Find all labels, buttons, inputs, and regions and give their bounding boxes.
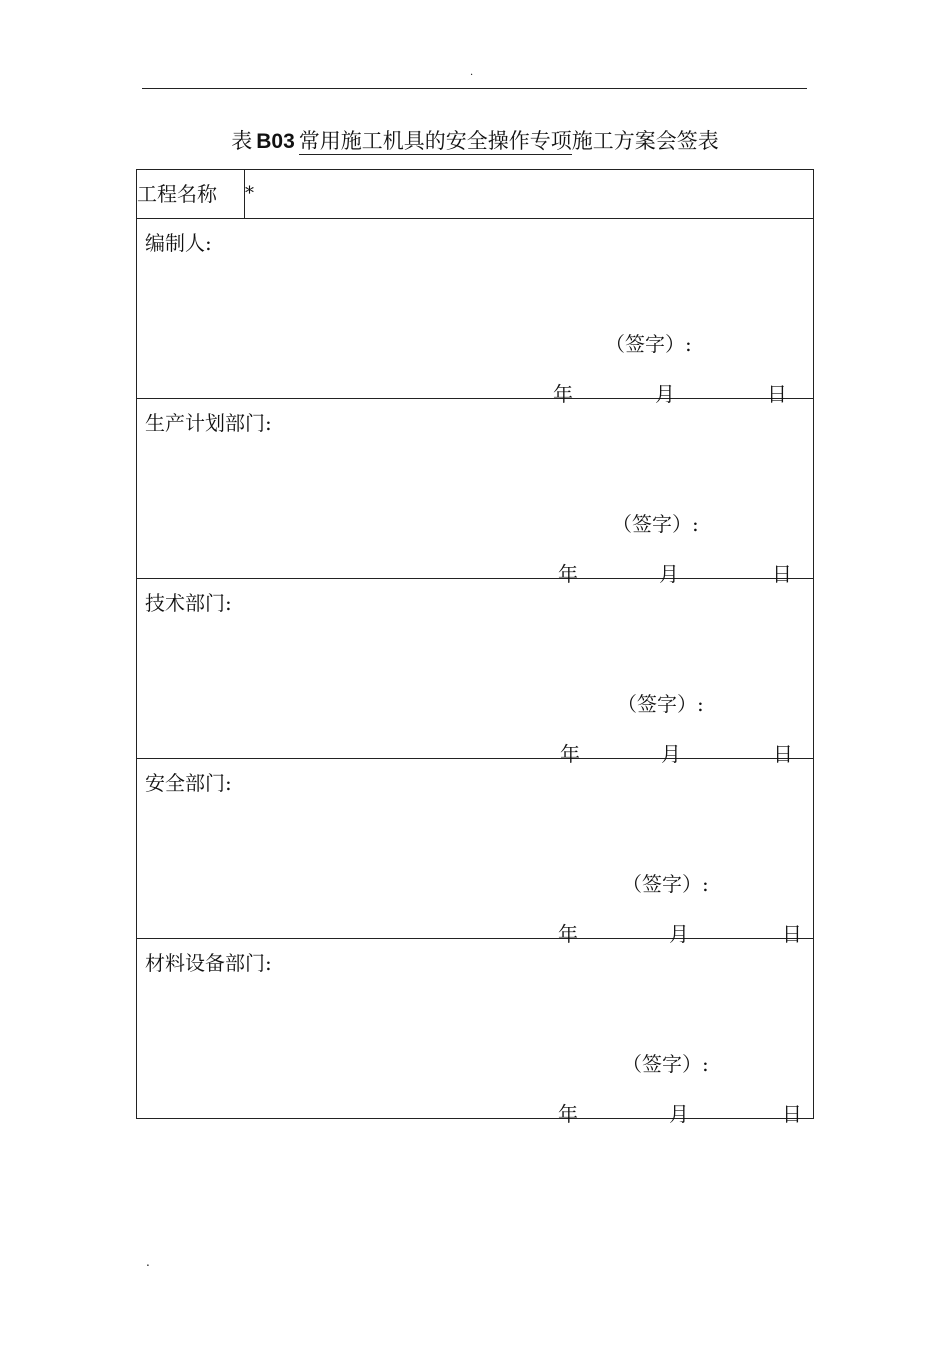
section-label: 生产计划部门:	[145, 411, 272, 435]
section-row	[137, 399, 814, 579]
section-label: 安全部门:	[145, 771, 232, 795]
date-month-label: 月	[669, 1102, 689, 1126]
date-year-label: 年	[560, 742, 580, 766]
section-label: 技术部门:	[145, 591, 232, 615]
section-compiler[interactable]	[137, 219, 814, 406]
date-month-label: 月	[659, 562, 679, 586]
section-safety[interactable]	[137, 759, 814, 946]
section-row	[137, 579, 814, 759]
title-main: 常用施工机具的安全操作专项	[298, 129, 572, 153]
signature-label: （签字）:	[617, 692, 704, 716]
section-label: 材料设备部门:	[145, 951, 272, 975]
page-title	[0, 126, 950, 157]
section-materials-equipment[interactable]	[137, 939, 814, 1126]
section-technical[interactable]	[137, 579, 814, 766]
title-suffix: 施工方案会签表	[571, 129, 719, 153]
project-name-label: 工程名称	[137, 170, 245, 219]
date-day-label: 日	[782, 1102, 802, 1126]
signature-label: （签字）:	[622, 872, 709, 896]
date-year-label: 年	[558, 1102, 578, 1126]
date-year-label: 年	[553, 382, 573, 406]
section-row	[137, 939, 814, 1119]
section-row	[137, 219, 814, 399]
date-month-label: 月	[661, 742, 681, 766]
date-day-label: 日	[773, 742, 793, 766]
section-row	[137, 759, 814, 939]
signature-label: （签字）:	[622, 1052, 709, 1076]
date-day-label: 日	[772, 562, 792, 586]
date-year-label: 年	[558, 562, 578, 586]
date-day-label: 日	[782, 922, 802, 946]
signature-label: （签字）:	[612, 512, 699, 536]
section-label: 编制人:	[145, 231, 212, 255]
header-rule	[142, 88, 807, 89]
date-day-label: 日	[767, 382, 787, 406]
date-month-label: 月	[655, 382, 675, 406]
header-mark: .	[470, 67, 474, 78]
section-production-planning[interactable]	[137, 399, 814, 586]
signature-label: （签字）:	[605, 332, 692, 356]
title-code: B03	[256, 130, 295, 153]
signoff-table	[136, 169, 814, 1126]
footer-mark: .	[146, 1255, 150, 1269]
project-name-value[interactable]: *	[245, 170, 814, 219]
date-year-label: 年	[558, 922, 578, 946]
date-month-label: 月	[669, 922, 689, 946]
title-prefix: 表	[231, 129, 253, 153]
project-row	[137, 170, 814, 219]
